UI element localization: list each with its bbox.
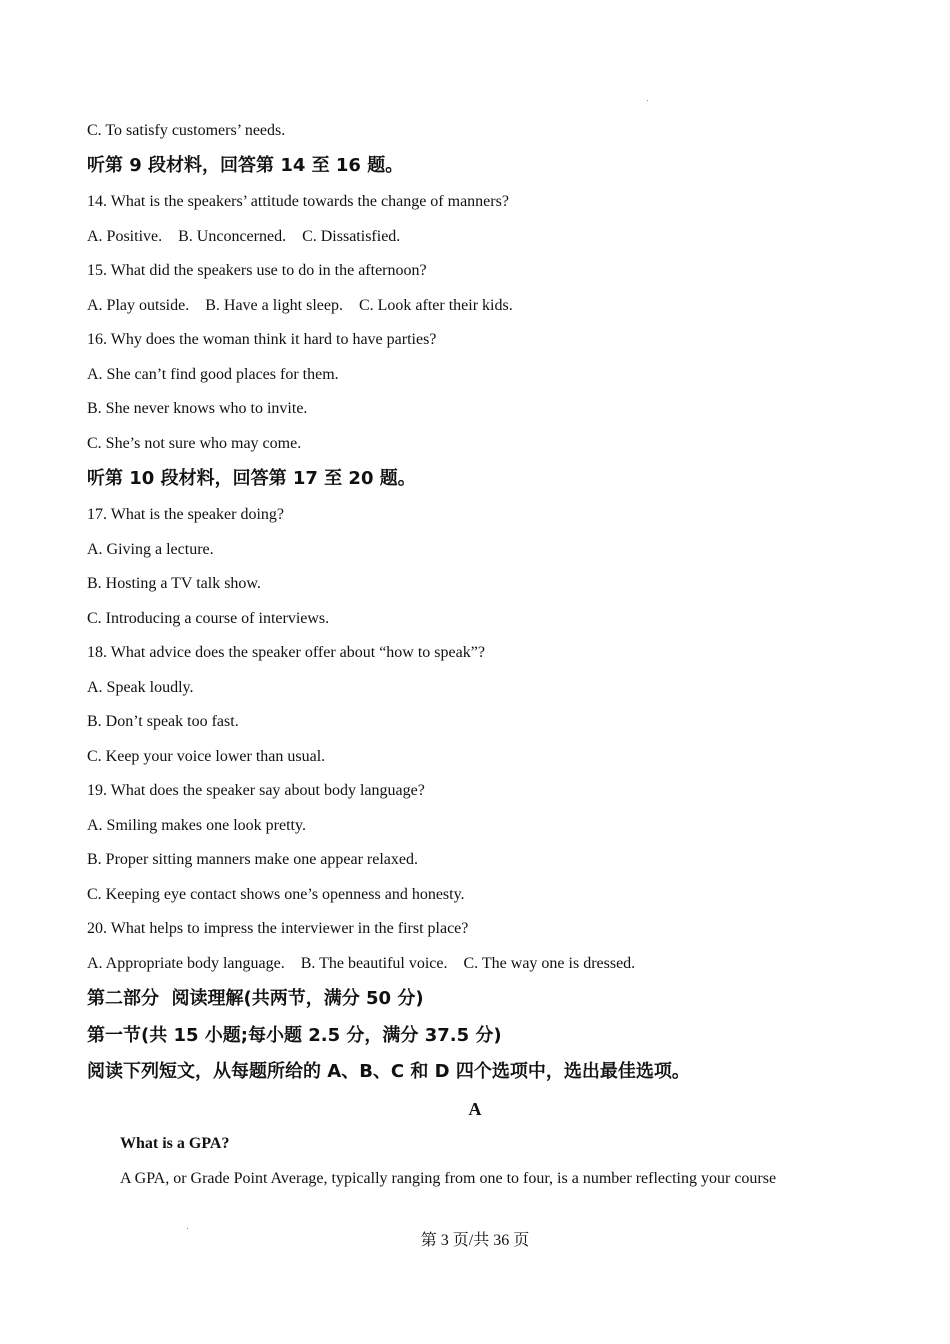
passage-label: A <box>468 1099 482 1119</box>
question-17-option-c: C. Introducing a course of interviews. <box>87 610 330 627</box>
passage-title: What is a GPA? <box>120 1135 230 1152</box>
page-footer: 第 3 页/共 36 页 <box>420 1232 530 1249</box>
question-18: 18. What advice does the speaker offer about “how to speak”? <box>87 644 485 661</box>
question-16-option-c: C. She’s not sure who may come. <box>87 435 302 452</box>
question-15: 15. What did the speakers use to do in the afternoon? <box>87 262 427 279</box>
option-line: C. To satisfy customers’ needs. <box>87 122 286 139</box>
question-17-option-a: A. Giving a lecture. <box>87 541 214 558</box>
question-16-option-a: A. She can’t find good places for them. <box>87 366 339 383</box>
question-19-option-b: B. Proper sitting manners make one appear relaxed. <box>87 851 418 868</box>
section-heading: 听第 9 段材料，回答第 14 至 16 题。 <box>87 155 404 176</box>
passage-text: A GPA, or Grade Point Average, typically ranging from one to four, is a number reflecting your course <box>120 1170 777 1187</box>
question-16-option-b: B. She never knows who to invite. <box>87 400 308 417</box>
question-16: 16. Why does the woman think it hard to have parties? <box>87 331 437 348</box>
question-14: 14. What is the speakers’ attitude towards the change of manners? <box>87 193 509 210</box>
question-18-option-c: C. Keep your voice lower than usual. <box>87 748 326 765</box>
question-14-options: A. Positive. B. Unconcerned. C. Dissatisfied. <box>87 228 401 245</box>
question-20: 20. What helps to impress the interviewer in the first place? <box>87 920 469 937</box>
question-20-options: A. Appropriate body language. B. The beautiful voice. C. The way one is dressed. <box>87 955 636 972</box>
question-15-options: A. Play outside. B. Have a light sleep. C. Look after their kids. <box>87 297 513 314</box>
question-19-option-a: A. Smiling makes one look pretty. <box>87 817 306 834</box>
question-19-option-c: C. Keeping eye contact shows one’s openness and honesty. <box>87 886 465 903</box>
part-heading: 第二部分 阅读理解(共两节，满分 50 分) <box>87 988 424 1009</box>
section-heading: 听第 10 段材料，回答第 17 至 20 题。 <box>87 468 416 489</box>
question-19: 19. What does the speaker say about body language? <box>87 782 425 799</box>
question-17: 17. What is the speaker doing? <box>87 506 284 523</box>
question-17-option-b: B. Hosting a TV talk show. <box>87 575 261 592</box>
scan-dot <box>647 100 648 101</box>
subsection-heading: 第一节(共 15 小题;每小题 2.5 分，满分 37.5 分) <box>87 1025 502 1046</box>
instruction-heading: 阅读下列短文，从每题所给的 A、B、C 和 D 四个选项中，选出最佳选项。 <box>87 1061 690 1082</box>
question-18-option-b: B. Don’t speak too fast. <box>87 713 239 730</box>
question-18-option-a: A. Speak loudly. <box>87 679 194 696</box>
